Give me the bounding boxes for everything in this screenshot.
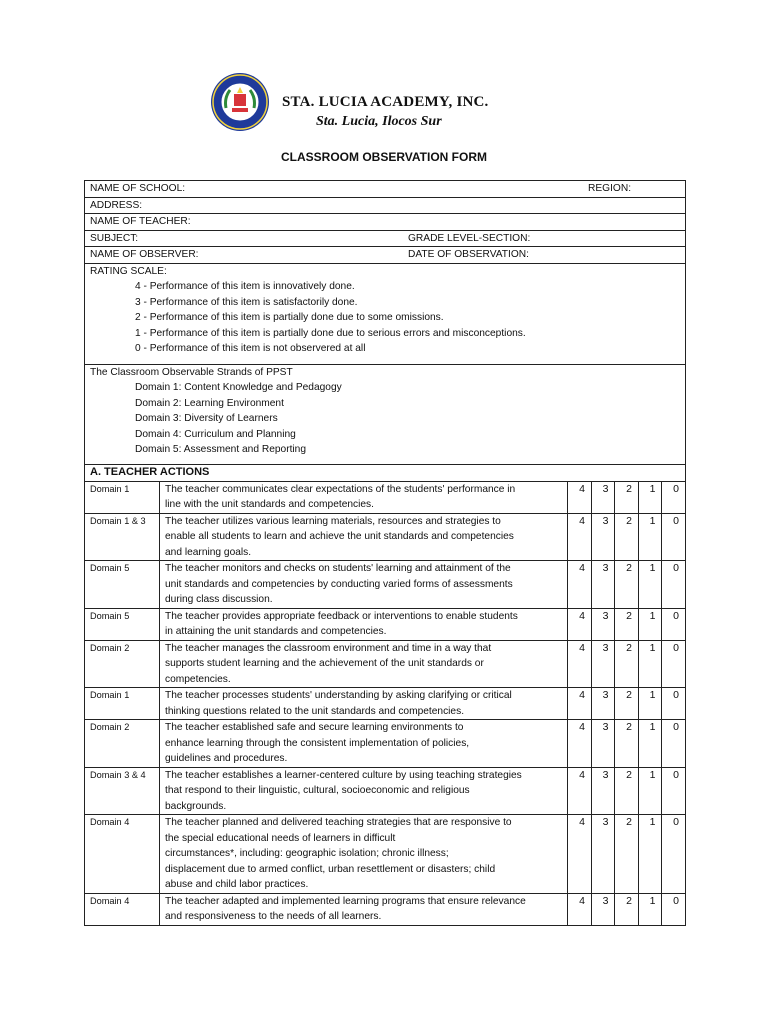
score-option-4[interactable]: 4 xyxy=(568,688,592,720)
score-option-0[interactable]: 0 xyxy=(662,688,686,720)
teacher-action-row xyxy=(85,640,686,688)
strand-domain: Domain 3: Diversity of Learners xyxy=(135,413,278,424)
score-option-1[interactable]: 1 xyxy=(639,688,662,720)
ppst-strands-cell xyxy=(85,364,686,464)
description-line: that respond to their linguistic, cultural, socioeconomic and religious xyxy=(165,785,470,796)
observer-row[interactable] xyxy=(85,247,686,264)
score-option-3[interactable]: 3 xyxy=(592,608,615,640)
description-line: during class discussion. xyxy=(165,594,273,605)
section-a-title: A. TEACHER ACTIONS xyxy=(85,464,686,481)
row-description xyxy=(160,640,568,688)
description-line: The teacher utilizes various learning materials, resources and strategies to xyxy=(165,515,501,527)
score-option-2[interactable]: 2 xyxy=(615,767,639,815)
score-option-3[interactable]: 3 xyxy=(592,640,615,688)
teacher-actions-rows xyxy=(85,481,686,925)
description-line: The teacher monitors and checks on students' learning and attainment of the xyxy=(165,563,511,574)
academy-seal-logo xyxy=(210,72,270,132)
score-option-2[interactable]: 2 xyxy=(615,640,639,688)
score-option-3[interactable]: 3 xyxy=(592,561,615,609)
strand-domain: Domain 1: Content Knowledge and Pedagogy xyxy=(135,382,342,393)
rating-scale-item: 3 - Performance of this item is satisfactorily done. xyxy=(135,296,358,308)
score-option-1[interactable]: 1 xyxy=(639,640,662,688)
name-of-observer-label: NAME OF OBSERVER: xyxy=(90,249,199,260)
description-line: backgrounds. xyxy=(165,800,227,812)
score-option-1[interactable]: 1 xyxy=(639,767,662,815)
score-option-0[interactable]: 0 xyxy=(662,513,686,561)
row-domain: Domain 3 & 4 xyxy=(85,767,160,815)
row-domain: Domain 1 & 3 xyxy=(85,513,160,561)
row-domain: Domain 4 xyxy=(85,815,160,894)
score-option-4[interactable]: 4 xyxy=(568,608,592,640)
score-option-4[interactable]: 4 xyxy=(568,640,592,688)
teacher-action-row xyxy=(85,513,686,561)
date-of-observation-label: DATE OF OBSERVATION: xyxy=(408,249,529,260)
teacher-action-row xyxy=(85,481,686,513)
description-line: and responsiveness to the needs of all learners. xyxy=(165,911,382,922)
row-description xyxy=(160,513,568,561)
score-option-0[interactable]: 0 xyxy=(662,815,686,894)
description-line: unit standards and competencies by conducting varied forms of assessments xyxy=(165,578,513,590)
teacher-action-row xyxy=(85,767,686,815)
description-line: The teacher planned and delivered teaching strategies that are responsive to xyxy=(165,817,512,828)
rating-scale-label: RATING SCALE: xyxy=(90,265,167,277)
teacher-action-row xyxy=(85,688,686,720)
description-line: The teacher establishes a learner-centered culture by using teaching strategies xyxy=(165,769,522,781)
score-option-2[interactable]: 2 xyxy=(615,481,639,513)
score-option-1[interactable]: 1 xyxy=(639,893,662,925)
row-description xyxy=(160,767,568,815)
description-line: enhance learning through the consistent implementation of policies, xyxy=(165,737,470,749)
score-option-3[interactable]: 3 xyxy=(592,513,615,561)
description-line: The teacher processes students' understanding by asking clarifying or critical xyxy=(165,690,512,701)
strands-title: The Classroom Observable Strands of PPST xyxy=(90,366,293,378)
score-option-2[interactable]: 2 xyxy=(615,608,639,640)
row-domain: Domain 2 xyxy=(85,640,160,688)
school-name: STA. LUCIA ACADEMY, INC. xyxy=(282,94,489,110)
row-description xyxy=(160,561,568,609)
description-line: abuse and child labor practices. xyxy=(165,879,309,890)
description-line: displacement due to armed conflict, urban resettlement or disasters; child xyxy=(165,863,496,875)
score-option-2[interactable]: 2 xyxy=(615,720,639,768)
score-option-3[interactable]: 3 xyxy=(592,688,615,720)
rating-scale-cell xyxy=(85,263,686,364)
description-line: circumstances*, including: geographic isolation; chronic illness; xyxy=(165,848,449,859)
teacher-action-row xyxy=(85,608,686,640)
name-of-school-label: NAME OF SCHOOL: xyxy=(90,183,186,194)
rating-scale-item: 1 - Performance of this item is partially done due to serious errors and misconceptions. xyxy=(135,327,526,339)
score-option-0[interactable]: 0 xyxy=(662,720,686,768)
score-option-0[interactable]: 0 xyxy=(662,481,686,513)
score-option-1[interactable]: 1 xyxy=(639,608,662,640)
rating-scale-item: 2 - Performance of this item is partially done due to some omissions. xyxy=(135,312,444,323)
score-option-0[interactable]: 0 xyxy=(662,640,686,688)
name-of-teacher-row[interactable] xyxy=(85,214,686,231)
score-option-4[interactable]: 4 xyxy=(568,815,592,894)
score-option-4[interactable]: 4 xyxy=(568,720,592,768)
score-option-0[interactable]: 0 xyxy=(662,561,686,609)
description-line: The teacher manages the classroom environment and time in a way that xyxy=(165,642,492,654)
score-option-2[interactable]: 2 xyxy=(615,513,639,561)
row-domain: Domain 4 xyxy=(85,893,160,925)
score-option-0[interactable]: 0 xyxy=(662,767,686,815)
row-domain: Domain 1 xyxy=(85,688,160,720)
score-option-2[interactable]: 2 xyxy=(615,893,639,925)
score-option-4[interactable]: 4 xyxy=(568,767,592,815)
score-option-1[interactable]: 1 xyxy=(639,720,662,768)
form-title: CLASSROOM OBSERVATION FORM xyxy=(280,150,487,164)
name-of-teacher-label: NAME OF TEACHER: xyxy=(90,216,191,227)
row-domain: Domain 2 xyxy=(85,720,160,768)
teacher-action-row xyxy=(85,893,686,925)
row-description xyxy=(160,720,568,768)
score-option-2[interactable]: 2 xyxy=(615,688,639,720)
school-location: Sta. Lucia, Ilocos Sur xyxy=(316,114,442,129)
strand-domain: Domain 5: Assessment and Reporting xyxy=(135,444,307,455)
row-domain: Domain 5 xyxy=(85,608,160,640)
description-line: The teacher communicates clear expectations of the students' performance in xyxy=(165,483,516,495)
teacher-action-row xyxy=(85,720,686,768)
teacher-action-row xyxy=(85,561,686,609)
score-option-4[interactable]: 4 xyxy=(568,481,592,513)
row-description xyxy=(160,815,568,894)
description-line: the special educational needs of learners in difficult xyxy=(165,832,396,844)
teacher-action-row xyxy=(85,815,686,894)
row-description xyxy=(160,608,568,640)
score-option-3[interactable]: 3 xyxy=(592,815,615,894)
region-label: REGION: xyxy=(588,183,632,194)
score-option-2[interactable]: 2 xyxy=(615,815,639,894)
description-line: and learning goals. xyxy=(165,546,252,558)
observation-form-table xyxy=(84,180,686,926)
strand-domain: Domain 4: Curriculum and Planning xyxy=(135,428,296,440)
name-of-school-row[interactable] xyxy=(85,181,686,198)
strand-domain: Domain 2: Learning Environment xyxy=(135,397,284,409)
description-line: in attaining the unit standards and competencies. xyxy=(165,626,387,637)
score-option-0[interactable]: 0 xyxy=(662,608,686,640)
grade-level-section-label: GRADE LEVEL-SECTION: xyxy=(408,232,531,244)
score-option-3[interactable]: 3 xyxy=(592,893,615,925)
row-domain: Domain 1 xyxy=(85,481,160,513)
address-row[interactable] xyxy=(85,197,686,214)
description-line: The teacher established safe and secure learning environments to xyxy=(165,722,464,733)
subject-row[interactable] xyxy=(85,230,686,247)
score-option-1[interactable]: 1 xyxy=(639,481,662,513)
score-option-2[interactable]: 2 xyxy=(615,561,639,609)
score-option-4[interactable]: 4 xyxy=(568,561,592,609)
row-domain: Domain 5 xyxy=(85,561,160,609)
address-label: ADDRESS: xyxy=(90,199,143,211)
score-option-4[interactable]: 4 xyxy=(568,893,592,925)
description-line: The teacher adapted and implemented learning programs that ensure relevance xyxy=(165,895,526,907)
description-line: competencies. xyxy=(165,673,231,685)
description-line: guidelines and procedures. xyxy=(165,753,288,764)
subject-label: SUBJECT: xyxy=(90,232,139,244)
score-option-1[interactable]: 1 xyxy=(639,513,662,561)
score-option-3[interactable]: 3 xyxy=(592,481,615,513)
description-line: line with the unit standards and competencies. xyxy=(165,499,374,510)
row-description xyxy=(160,688,568,720)
score-option-3[interactable]: 3 xyxy=(592,767,615,815)
row-description xyxy=(160,893,568,925)
description-line: thinking questions related to the unit standards and competencies. xyxy=(165,705,465,717)
description-line: The teacher provides appropriate feedback or interventions to enable students xyxy=(165,610,518,622)
score-option-1[interactable]: 1 xyxy=(639,815,662,894)
rating-scale-item: 0 - Performance of this item is not observered at all xyxy=(135,343,366,354)
score-option-1[interactable]: 1 xyxy=(639,561,662,609)
score-option-4[interactable]: 4 xyxy=(568,513,592,561)
description-line: supports student learning and the achievement of the unit standards or xyxy=(165,658,484,669)
score-option-0[interactable]: 0 xyxy=(662,893,686,925)
description-line: enable all students to learn and achieve the unit standards and competencies xyxy=(165,531,514,542)
row-description xyxy=(160,481,568,513)
score-option-3[interactable]: 3 xyxy=(592,720,615,768)
rating-scale-item: 4 - Performance of this item is innovatively done. xyxy=(135,281,355,292)
